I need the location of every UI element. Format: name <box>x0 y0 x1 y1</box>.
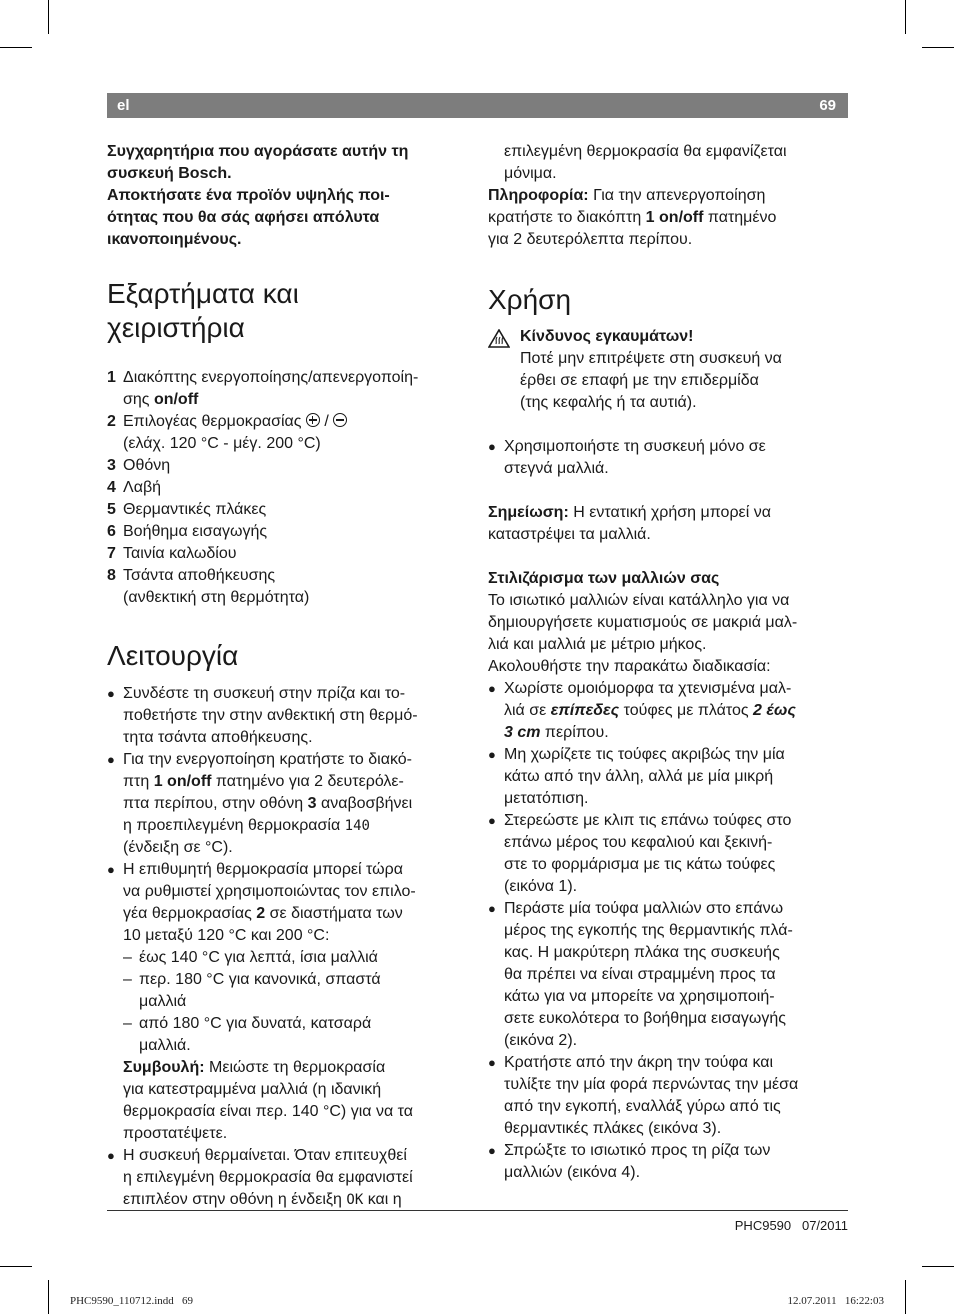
list-item: ● Χρησιμοποιήστε τη συσκευή μόνο σε στεγνά μαλλιά. <box>488 438 766 477</box>
operation-list <box>107 683 467 1211</box>
note-text: Σημείωση: Η εντατική χρήση μπορεί να καταστρέψει τα μαλλιά. <box>488 504 771 543</box>
crop-mark <box>922 47 954 48</box>
list-item: 4 Λαβή <box>107 479 162 496</box>
print-slug-date: 12.07.2011 16:22:03 <box>787 1295 884 1307</box>
section-title-parts: Εξαρτήματα και χειριστήρια <box>107 278 299 343</box>
intro-text: Συγχαρητήρια που αγοράσατε αυτήν τη συσκευή Bosch. Αποκτήσατε ένα προϊόν υψηλής ποι- ότητας που θα σάς αφήσει απόλυτα ικανοποιημένους. <box>107 143 409 248</box>
section-title-use: Χρήση <box>488 284 572 315</box>
list-item: 3 Οθόνη <box>107 457 171 474</box>
tip-label: Συμβουλή: <box>123 1059 205 1076</box>
list-item: 1 Διακόπτης ενεργοποίησης/απενεργοποίη- σης on/off <box>107 369 419 408</box>
crop-mark <box>0 47 32 48</box>
display-readout: 140 <box>344 818 370 834</box>
list-item: ● Η επιθυμητή θερμοκρασία μπορεί τώρα να ρυθμιστεί χρησιμοποιώντας τον επιλο- γέα θερμοκρασίας 2 σε διαστήματα των 10 μεταξύ 120 °C και 200 °C: – έως 140 °C για λεπτά, ίσια μαλλιά – περ. 180 °C για κανονικά, σπαστά μαλλιά – από 180 °C για δυνατά, κατσαρά μαλλιά. Συμβουλή: Μειώστε τη θερμοκρασία για κατεστραμμένα μαλλιά (η ιδανική θερμοκρασία είναι περ. 140 °C) για να τα προστατέψετε. <box>107 859 467 1145</box>
info-note: Πληροφορία: Για την απενεργοποίηση κρατήστε το διακόπτη 1 on/off πατημένο για 2 δευτερόλεπτα περίπου. <box>488 187 777 248</box>
list-item: ● Στερεώστε με κλιπ τις επάνω τούφες στο επάνω μέρος του κεφαλιού και ξεκινή- στε το φορμάρισμα με τις κάτω τούφες (εικόνα 1). <box>488 812 792 895</box>
list-item: ● Περάστε μία τούφα μαλλιών στο επάνω μέρος της εγκοπής της θερμαντικής πλά- κας. Η μακρύτερη πλάκα της συσκευής θα πρέπει να είναι στραμμένη προς τα κάτω για να μπορείτε να χρησιμοποιή- σετε ευκολότερα το βοήθημα εισαγωγής (εικόνα 2). <box>488 900 793 1049</box>
list-item: – έως 140 °C για λεπτά, ίσια μαλλιά <box>123 949 378 966</box>
print-slug-file: PHC9590_110712.indd 69 <box>70 1295 194 1307</box>
list-item: ● Μη χωρίζετε τις τούφες ακριβώς την μία κάτω από την άλλη, αλλά με μία μικρή μετατόπιση. <box>488 746 785 807</box>
list-item: ● Συνδέστε τη συσκευή στην πρίζα και το- ποθετήστε την στην ανθεκτική στη θερμό- τητα τσάντα αποθήκευσης. <box>107 685 418 746</box>
list-item: ● Σπρώξτε το ισιωτικό προς τη ρίζα των μαλλιών (εικόνα 4). <box>488 1142 771 1181</box>
list-item: ● Για την ενεργοποίηση κρατήστε το διακό- πτη 1 on/off πατημένο για 2 δευτερόλε- πτα περίπου, στην οθόνη 3 αναβοσβήνει η προεπιλεγμένη θερμοκρασία 140 (ένδειξη σε °C). <box>107 751 413 856</box>
styling-steps <box>488 678 850 1184</box>
list-item: ● Χωρίστε ομοιόμορφα τα χτενισμένα μαλ- λιά σε επίπεδες τούφες με πλάτος 2 έως 3 cm περίπου. <box>488 680 796 741</box>
continued-text: επιλεγμένη θερμοκρασία θα εμφανίζεται μόνιμα. <box>504 143 787 182</box>
styling-subtitle: Στιλιζάρισμα των μαλλιών σας <box>488 570 720 587</box>
list-item: ● Η συσκευή θερμαίνεται. Όταν επιτευχθεί η επιλεγμένη θερμοκρασία θα εμφανιστεί επιπλέον στην οθόνη η ένδειξη OK και η <box>107 1147 413 1208</box>
temperature-sublist <box>123 947 467 1057</box>
page-header-bar <box>107 93 848 118</box>
list-item: 2 Επιλογέας θερμοκρασίας / (ελάχ. 120 °C - μέγ. 200 °C) <box>107 411 467 455</box>
list-item: – από 180 °C για δυνατά, κατσαρά μαλλιά. <box>123 1015 372 1054</box>
crop-mark <box>905 0 906 34</box>
list-item: – περ. 180 °C για κανονικά, σπαστά μαλλιά <box>123 971 381 1010</box>
footer-model-date: PHC9590 07/2011 <box>734 1218 848 1233</box>
crop-mark <box>48 0 49 34</box>
parts-list <box>107 367 467 609</box>
list-item: 7 Ταινία καλωδίου <box>107 545 237 562</box>
display-readout: OK <box>346 1192 364 1208</box>
language-code: el <box>117 97 130 114</box>
list-item: ● Κρατήστε από την άκρη την τούφα και τυλίξτε την μία φορά περνώντας την μέσα από την εγκοπή, εναλλάξ γύρω από τις θερμαντικές πλάκες (εικόνα 3). <box>488 1054 799 1137</box>
dry-hair-list <box>488 436 850 480</box>
crop-mark <box>0 1266 32 1267</box>
plus-circle-icon <box>306 413 320 427</box>
list-item: 6 Βοήθημα εισαγωγής <box>107 523 268 540</box>
minus-circle-icon <box>333 413 347 427</box>
footer-rule <box>107 1210 848 1211</box>
warning-triangle-icon <box>488 326 520 414</box>
crop-mark <box>922 1266 954 1267</box>
burn-warning: Κίνδυνος εγκαυμάτων! Ποτέ μην επιτρέψετε στη συσκευή να έρθει σε επαφή με την επιδερμίδα (της κεφαλής ή τα αυτιά). <box>488 326 850 414</box>
list-item: 8 Τσάντα αποθήκευσης (ανθεκτική στη θερμότητα) <box>107 567 310 606</box>
list-item: 5 Θερμαντικές πλάκες <box>107 501 267 518</box>
crop-mark <box>48 1280 49 1314</box>
crop-mark <box>905 1280 906 1314</box>
section-title-operation: Λειτουργία <box>107 640 239 671</box>
styling-intro: Το ισιωτικό μαλλιών είναι κατάλληλο για να δημιουργήσετε κυματισμούς σε μακριά μαλ- λιά και μαλλιά με μέτριο μήκος. Ακολουθήστε την παρακάτω διαδικασία: <box>488 592 798 675</box>
page-number: 69 <box>819 97 836 114</box>
right-column <box>488 141 850 1184</box>
left-column <box>107 141 467 1211</box>
